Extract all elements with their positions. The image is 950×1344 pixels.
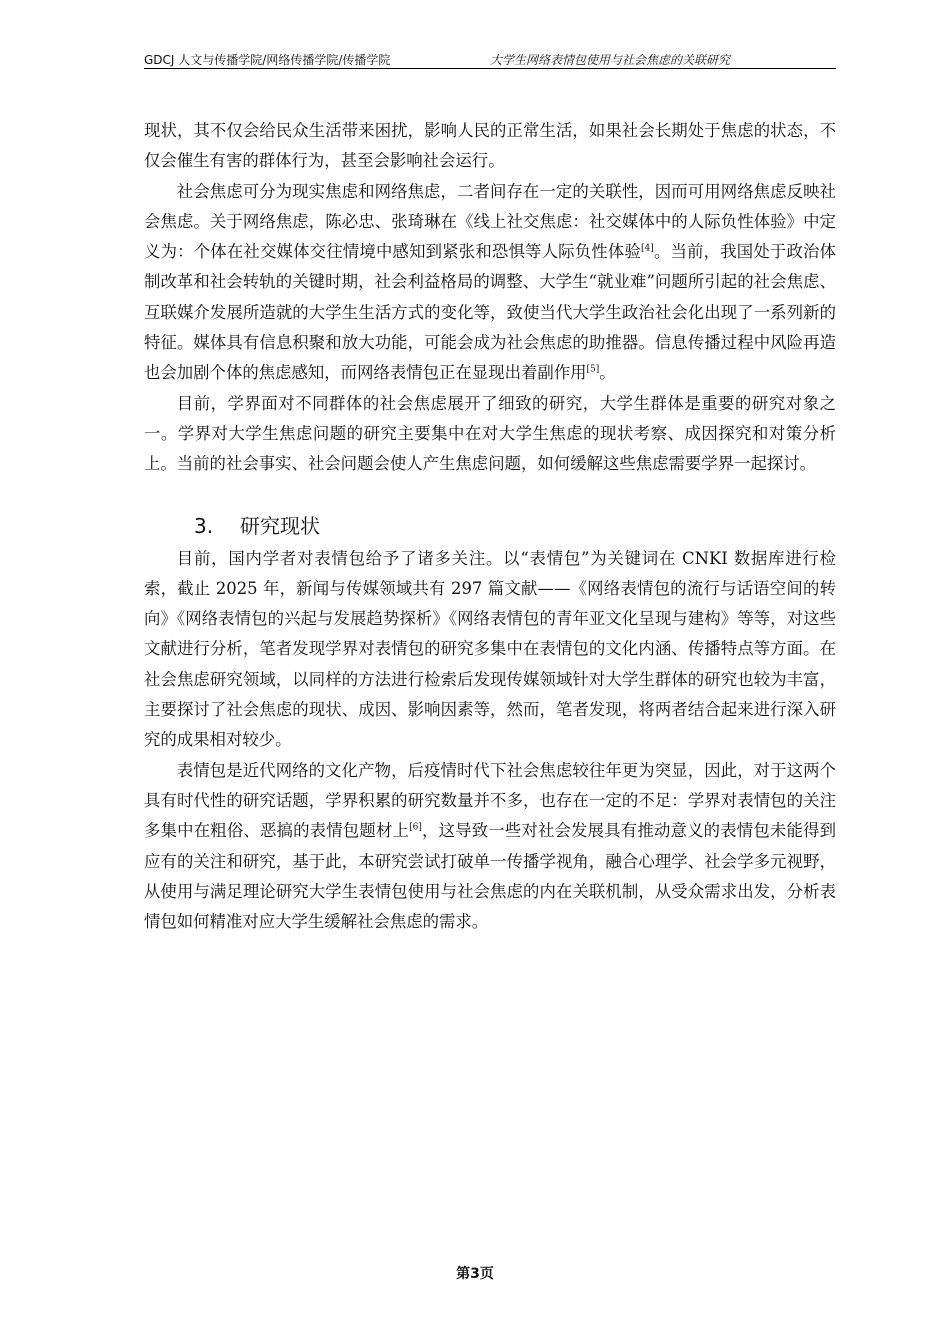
paragraph-2-text-a: 社会焦虑可分为现实焦虑和网络焦虑，二者间存在一定的关联性，因而可用网络焦虑反映社会焦虑。关于网络焦虑，陈必忠、张琦琳在《线上社交焦虑：社交媒体中的人际负性体验》中定义为：个体在社交媒体交往情境中感知到紧张和恐惧等人际负性体验 (144, 181, 836, 262)
section-heading (144, 512, 836, 540)
page-number: 第3页 (456, 1266, 494, 1282)
paragraph-5 (144, 756, 836, 938)
citation-5: [5] (586, 364, 600, 375)
page-header (144, 52, 836, 69)
paragraph-4: 目前，国内学者对表情包给予了诸多关注。以“表情包”为关键词在 CNKI 数据库进行检索，截止 2025 年，新闻与传媒领域共有 297 篇文献——《网络表情包的流行与话语空间的转向》《网络表情包的兴起与发展趋势探析》《网络表情包的青年亚文化呈现与建构》等等，对这些文献进行分析，笔者发现学界对表情包的研究多集中在表情包的文化内涵、传播特点等方面。在社会焦虑研究领域，以同样的方法进行检索后发现传媒领域针对大学生群体的研究也较为丰富，主要探讨了社会焦虑的现状、成因、影响因素等，然而，笔者发现，将两者结合起来进行深入研究的成果相对较少。 (144, 548, 836, 750)
paragraph-2 (144, 177, 836, 389)
paragraph-1: 现状，其不仅会给民众生活带来困扰，影响人民的正常生活，如果社会长期处于焦虑的状态，不仅会催生有害的群体行为，甚至会影响社会运行。 (144, 121, 836, 171)
section-title: 研究现状 (240, 513, 320, 538)
paragraph-5-text-a: 表情包是近代网络的文化产物，后疫情时代下社会焦虑较往年更为突显，因此，对于这两个具有时代性的研究话题，学界积累的研究数量并不多，也存在一定的不足：学界对表情包的关注多集中在粗俗、恶搞的表情包题材上 (144, 760, 836, 841)
paragraph-2-text-c: 。 (599, 363, 616, 383)
header-paper-title: 大学生网络表情包使用与社会焦虑的关联研究 (490, 53, 731, 67)
page-body (144, 116, 836, 937)
section-number: 3. (194, 513, 214, 538)
paragraph-3: 目前，学界面对不同群体的社会焦虑展开了细致的研究，大学生群体是重要的研究对象之一。学界对大学生焦虑问题的研究主要集中在对大学生焦虑的现状考察、成因探究和对策分析上。当前的社会事实、社会问题会使人产生焦虑问题，如何缓解这些焦虑需要学界一起探讨。 (144, 393, 836, 474)
header-institution: GDCJ 人文与传播学院/网络传播学院/传播学院 (144, 53, 391, 67)
citation-6: [6] (409, 822, 422, 833)
paragraph-2-text-b: 。当前，我国处于政治体制改革和社会转轨的关键时期，社会利益格局的调整、大学生“就业难”问题所引起的社会焦虑、互联媒介发展所造就的大学生生活方式的变化等，致使当代大学生政治社会化出现了一系列新的特征。媒体具有信息积聚和放大功能，可能会成为社会焦虑的助推器。信息传播过程中风险再造也会加剧个体的焦虑感知，而网络表情包正在显现出着副作用 (144, 242, 837, 383)
paragraph-5-text-b: ，这导致一些对社会发展具有推动意义的表情包未能得到应有的关注和研究，基于此，本研究尝试打破单一传播学视角，融合心理学、社会学多元视野，从使用与满足理论研究大学生表情包使用与社会焦虑的内在关联机制，从受众需求出发，分析表情包如何精准对应大学生缓解社会焦虑的需求。 (144, 821, 837, 932)
citation-4: [4] (641, 243, 654, 254)
